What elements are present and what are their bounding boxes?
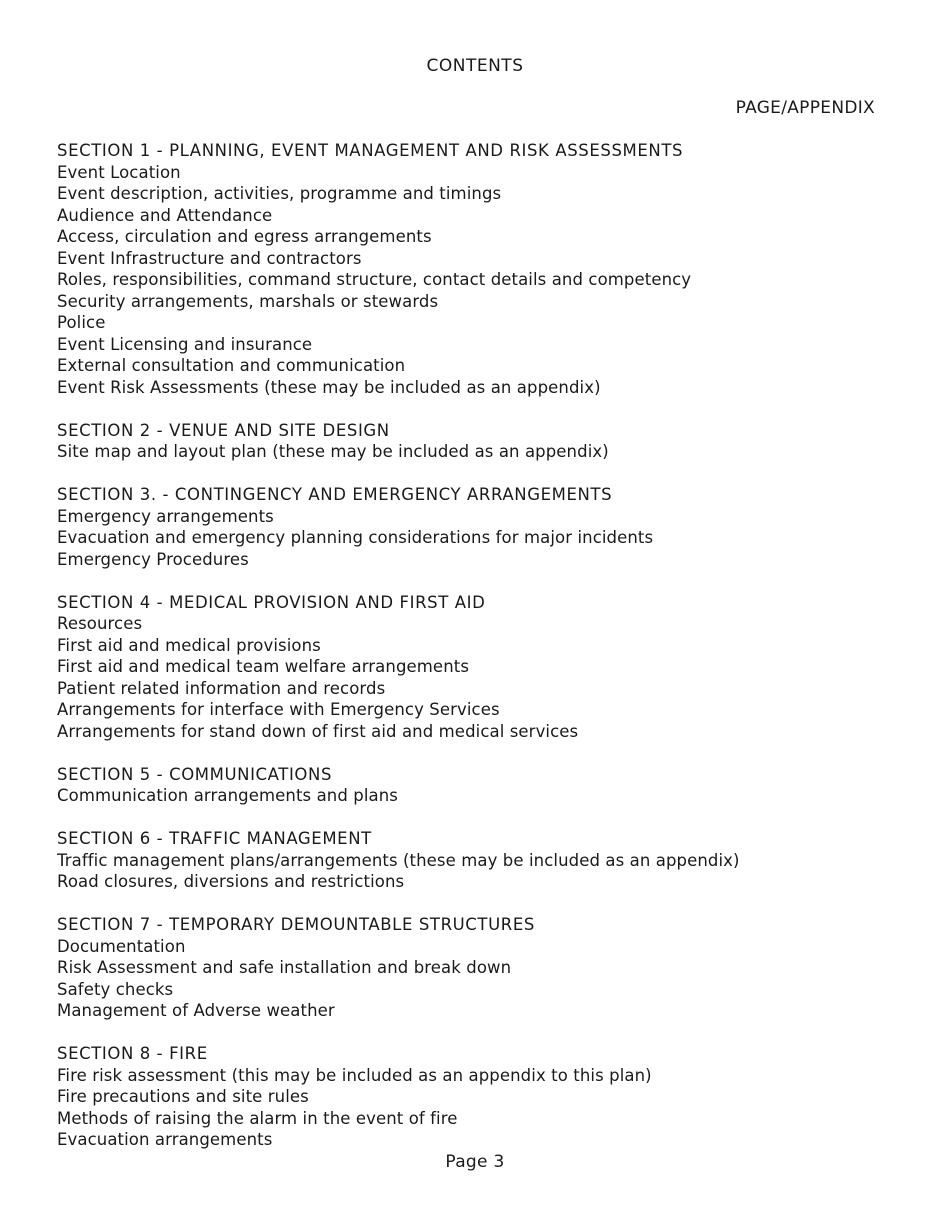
contents-item: Roles, responsibilities, command structure, contact details and competency [57, 270, 692, 289]
section-heading: SECTION 3. - CONTINGENCY AND EMERGENCY ARRANGEMENTS [57, 485, 613, 504]
section-heading: SECTION 8 - FIRE [57, 1044, 208, 1063]
section-heading: SECTION 4 - MEDICAL PROVISION AND FIRST AID [57, 592, 486, 612]
contents-section [57, 764, 887, 807]
contents-item: Site map and layout plan (these may be included as an appendix) [57, 442, 609, 461]
contents-item: Evacuation arrangements [57, 1130, 273, 1149]
contents-item: Traffic management plans/arrangements (these may be included as an appendix) [57, 850, 740, 870]
contents-item: Resources [57, 614, 143, 633]
contents-item: Audience and Attendance [57, 205, 273, 225]
contents-item: Event Licensing and insurance [57, 334, 313, 354]
contents-item: Event Location [57, 162, 181, 182]
contents-section [57, 140, 887, 398]
contents-item: Event Infrastructure and contractors [57, 248, 362, 268]
contents-item: Patient related information and records [57, 678, 386, 698]
contents-item: Methods of raising the alarm in the event of fire [57, 1108, 458, 1128]
page-appendix-column-header: PAGE/APPENDIX [735, 98, 875, 118]
contents-section [57, 420, 887, 463]
contents-section [57, 1043, 887, 1151]
contents-item: Documentation [57, 936, 186, 956]
contents-item: External consultation and communication [57, 356, 406, 375]
contents-item: Communication arrangements and plans [57, 786, 398, 805]
contents-list [57, 140, 887, 1172]
contents-item: Evacuation and emergency planning considerations for major incidents [57, 528, 654, 547]
contents-item: Management of Adverse weather [57, 1001, 335, 1020]
contents-item: Road closures, diversions and restrictions [57, 872, 405, 891]
contents-item: Risk Assessment and safe installation and break down [57, 958, 512, 977]
contents-item: Fire precautions and site rules [57, 1087, 309, 1106]
contents-item: Fire risk assessment (this may be included as an appendix to this plan) [57, 1065, 652, 1085]
contents-section [57, 828, 887, 893]
contents-item: Event Risk Assessments (these may be included as an appendix) [57, 377, 601, 397]
page-number: Page 3 [445, 1152, 505, 1172]
contents-item: Arrangements for stand down of first aid and medical services [57, 721, 579, 741]
contents-item: First aid and medical team welfare arrangements [57, 657, 470, 676]
contents-item: Event description, activities, programme and timings [57, 184, 502, 203]
contents-item: Security arrangements, marshals or stewards [57, 291, 439, 311]
section-heading: SECTION 5 - COMMUNICATIONS [57, 764, 333, 784]
section-heading: SECTION 6 - TRAFFIC MANAGEMENT [57, 829, 372, 848]
page-title: CONTENTS [426, 56, 524, 76]
contents-item: Emergency Procedures [57, 549, 249, 569]
contents-item: Arrangements for interface with Emergency Services [57, 700, 500, 719]
contents-section [57, 592, 887, 743]
contents-item: Police [57, 313, 106, 332]
contents-item: Emergency arrangements [57, 506, 274, 526]
contents-item: Safety checks [57, 979, 174, 999]
section-heading: SECTION 7 - TEMPORARY DEMOUNTABLE STRUCTURES [57, 915, 535, 934]
contents-item: First aid and medical provisions [57, 635, 321, 655]
section-heading: SECTION 1 - PLANNING, EVENT MANAGEMENT AND RISK ASSESSMENTS [57, 141, 684, 160]
contents-item: Access, circulation and egress arrangements [57, 227, 432, 246]
contents-section [57, 914, 887, 1022]
contents-section [57, 484, 887, 570]
section-heading: SECTION 2 - VENUE AND SITE DESIGN [57, 420, 390, 440]
